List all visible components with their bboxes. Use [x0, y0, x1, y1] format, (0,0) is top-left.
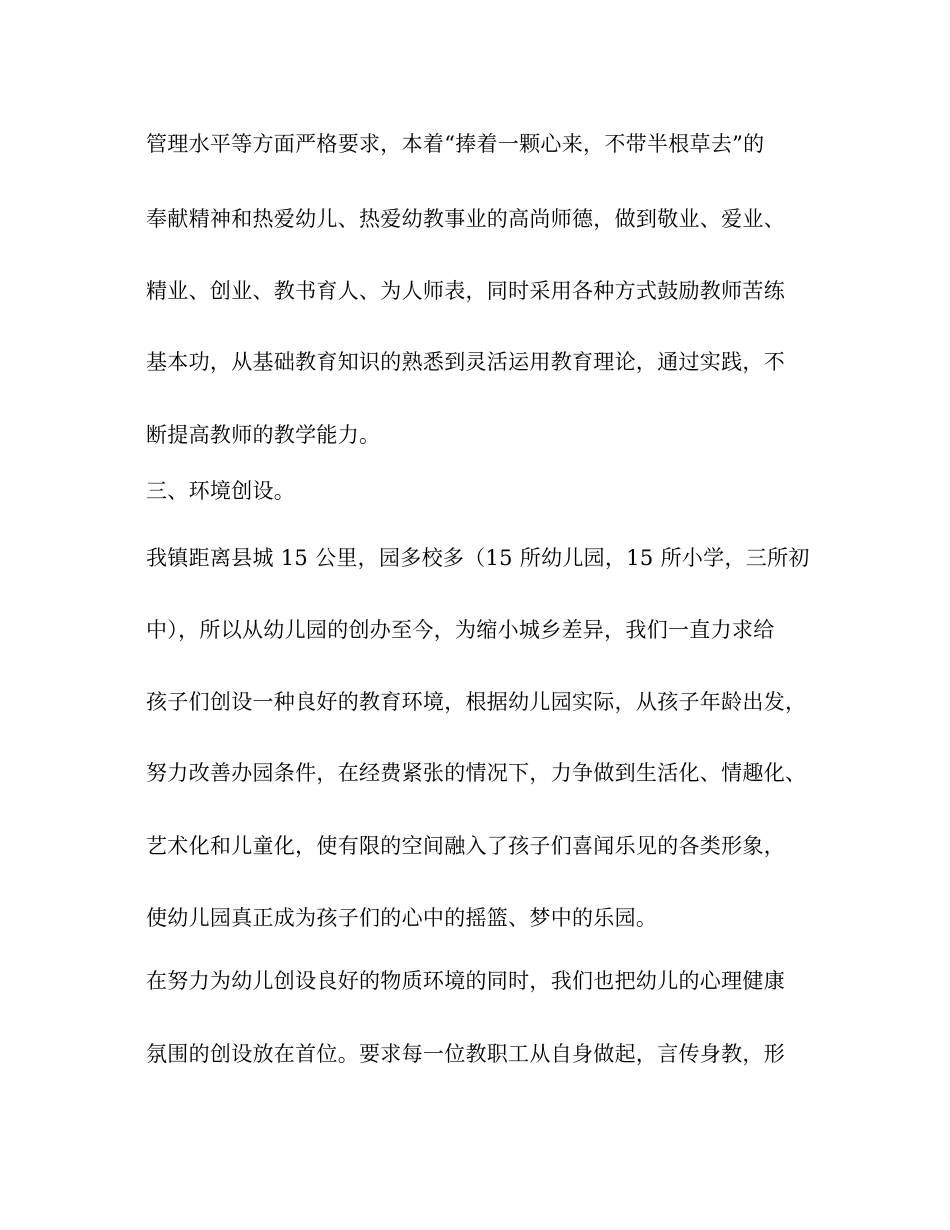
text-line: 使幼儿园真正成为孩子们的心中的摇篮、梦中的乐园。 [146, 906, 658, 930]
text-line: 在努力为幼儿创设良好的物质环境的同时，我们也把幼儿的心理健康 [146, 969, 785, 993]
text-line: 孩子们创设一种良好的教育环境，根据幼儿园实际，从孩子年龄出发， [146, 690, 807, 714]
text-line: 奉献精神和热爱幼儿、热爱幼教事业的高尚师德，做到敬业、爱业、 [146, 207, 785, 231]
text-line: 断提高教师的教学能力。 [146, 423, 381, 447]
text-line: 管理水平等方面严格要求，本着“捧着一颗心来，不带半根草去”的 [146, 132, 765, 156]
text-line: 基本功，从基础教育知识的熟悉到灵活运用教育理论，通过实践，不 [146, 350, 785, 374]
text-line: 中），所以从幼儿园的创办至今，为缩小城乡差异，我们一直力求给 [146, 618, 775, 642]
text-line: 努力改善办园条件，在经费紧张的情况下，力争做到生活化、情趣化、 [146, 761, 807, 785]
text-line: 精业、创业、教书育人、为人师表，同时采用各种方式鼓励教师苦练 [146, 279, 785, 303]
text-line: 我镇距离县城 15 公里，园多校多（15 所幼儿园，15 所小学，三所初 [146, 546, 810, 570]
text-line: 艺术化和儿童化，使有限的空间融入了孩子们喜闻乐见的各类形象， [146, 834, 785, 858]
text-line: 氛围的创设放在首位。要求每一位教职工从自身做起，言传身教，形 [146, 1042, 785, 1066]
section-heading: 三、环境创设。 [146, 479, 296, 503]
